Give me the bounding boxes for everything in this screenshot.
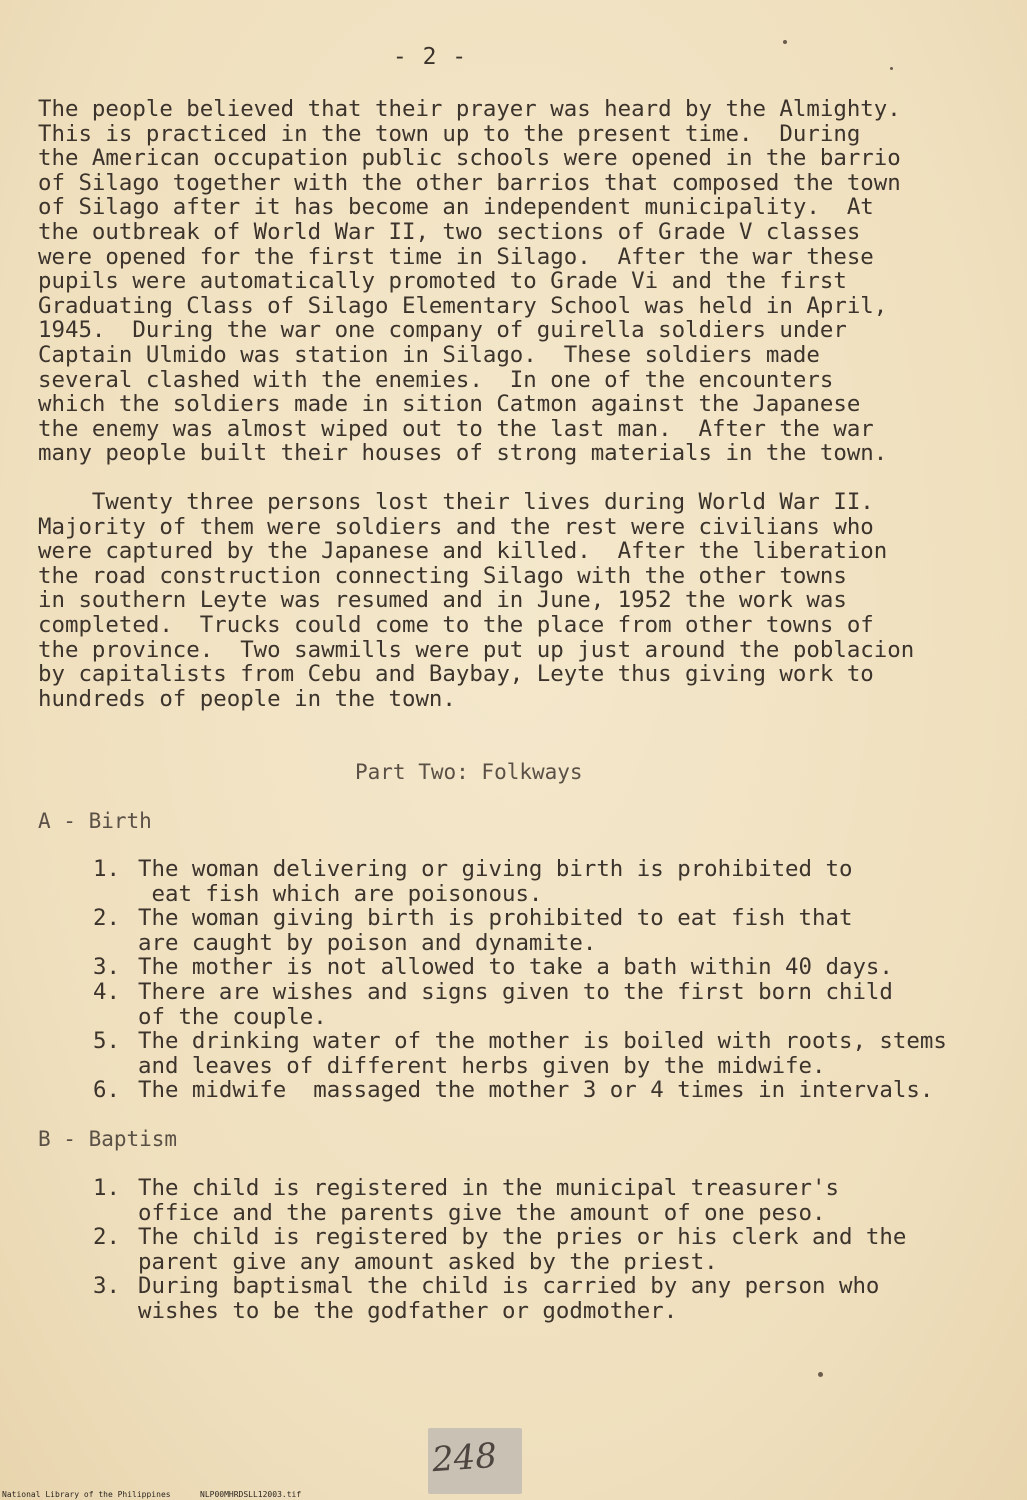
item-text: The child is registered in the municipal treasurer's office and the parents give the amount of one peso. xyxy=(138,1175,839,1226)
text-line: of Silago after it has become an independent municipality. At xyxy=(38,194,874,221)
list-item xyxy=(93,1029,1018,1078)
item-text: The mother is not allowed to take a bath within 40 days. xyxy=(138,954,893,981)
text-line: Captain Ulmido was station in Silago. These soldiers made xyxy=(38,341,820,368)
item-text: The drinking water of the mother is boiled with roots, stems and leaves of different herbs given by the midwife. xyxy=(138,1028,947,1079)
item-number: 4. xyxy=(93,978,120,1005)
text-line: the enemy was almost wiped out to the last man. After the war xyxy=(38,415,874,442)
list-item xyxy=(93,955,1018,980)
paper-speck xyxy=(818,1372,823,1377)
list-item xyxy=(93,980,1018,1029)
item-text: The woman delivering or giving birth is prohibited to eat fish which are poisonous. xyxy=(138,856,853,907)
text-line: the road construction connecting Silago with the other towns xyxy=(38,562,847,589)
item-number: 1. xyxy=(93,1175,120,1201)
text-line: in southern Leyte was resumed and in June, 1952 the work was xyxy=(38,587,847,614)
item-number: 2. xyxy=(93,905,120,932)
text-line: of Silago together with the other barrios that composed the town xyxy=(38,169,901,196)
history-paragraph-1 xyxy=(38,97,1008,466)
list-item xyxy=(93,857,1018,906)
baptism-list xyxy=(93,1176,1018,1324)
text-line: completed. Trucks could come to the place from other towns of xyxy=(38,611,874,638)
item-number: 6. xyxy=(93,1077,120,1104)
list-item xyxy=(93,1078,1018,1103)
text-line: Graduating Class of Silago Elementary School was held in April, xyxy=(38,292,888,319)
text-line: the American occupation public schools were opened in the barrio xyxy=(38,145,901,172)
text-line: the province. Two sawmills were put up just around the poblacion xyxy=(38,636,915,663)
item-text: During baptismal the child is carried by any person who wishes to be the godfather or godmother. xyxy=(138,1273,880,1324)
item-text: The woman giving birth is prohibited to eat fish that are caught by poison and dynamite. xyxy=(138,905,853,956)
item-number: 3. xyxy=(93,954,120,981)
item-number: 5. xyxy=(93,1028,120,1055)
item-number: 2. xyxy=(93,1224,120,1251)
text-line: Majority of them were soldiers and the rest were civilians who xyxy=(38,513,874,540)
text-line: were captured by the Japanese and killed. After the liberation xyxy=(38,538,888,565)
text-line: Twenty three persons lost their lives during World War II. xyxy=(38,489,874,515)
item-text: The midwife massaged the mother 3 or 4 times in intervals. xyxy=(138,1077,934,1104)
paper-speck xyxy=(783,40,787,44)
section-baptism-title: B - Baptism xyxy=(38,1127,178,1151)
text-line: This is practiced in the town up to the present time. During xyxy=(38,120,861,147)
page-number: - 2 - xyxy=(392,44,468,70)
text-line: hundreds of people in the town. xyxy=(38,685,456,712)
item-text: The child is registered by the pries or his clerk and the parent give any amount asked by the priest. xyxy=(138,1224,907,1275)
history-paragraph-2 xyxy=(38,490,1008,711)
part-title: Part Two: Folkways xyxy=(355,760,583,784)
section-birth-title: A - Birth xyxy=(38,809,152,833)
text-line: the outbreak of World War II, two sections of Grade V classes xyxy=(38,218,861,245)
birth-list xyxy=(93,857,1018,1103)
text-line: by capitalists from Cebu and Baybay, Leyte thus giving work to xyxy=(38,661,874,688)
text-line: were opened for the first time in Silago. After the war these xyxy=(38,243,874,270)
handwritten-page-number: 248 xyxy=(430,1435,499,1481)
text-line: The people believed that their prayer was heard by the Almighty. xyxy=(38,96,901,122)
text-line: many people built their houses of strong materials in the town. xyxy=(38,440,888,467)
text-line: several clashed with the enemies. In one of the encounters xyxy=(38,366,834,393)
item-text: There are wishes and signs given to the first born child of the couple. xyxy=(138,978,893,1030)
item-number: 3. xyxy=(93,1273,120,1300)
list-item xyxy=(93,1225,1018,1274)
text-line: 1945. During the war one company of guirella soldiers under xyxy=(38,317,847,344)
item-number: 1. xyxy=(93,856,120,882)
paper-speck xyxy=(890,67,893,70)
footer-file-id: NLP00MHRDSLL12003.tif xyxy=(200,1490,302,1499)
text-line: pupils were automatically promoted to Grade Vi and the first xyxy=(38,268,847,295)
list-item xyxy=(93,1274,1018,1323)
text-line: which the soldiers made in sition Catmon against the Japanese xyxy=(38,391,861,418)
list-item xyxy=(93,1176,1018,1225)
footer-library: National Library of the Philippines xyxy=(2,1490,171,1499)
list-item xyxy=(93,906,1018,955)
